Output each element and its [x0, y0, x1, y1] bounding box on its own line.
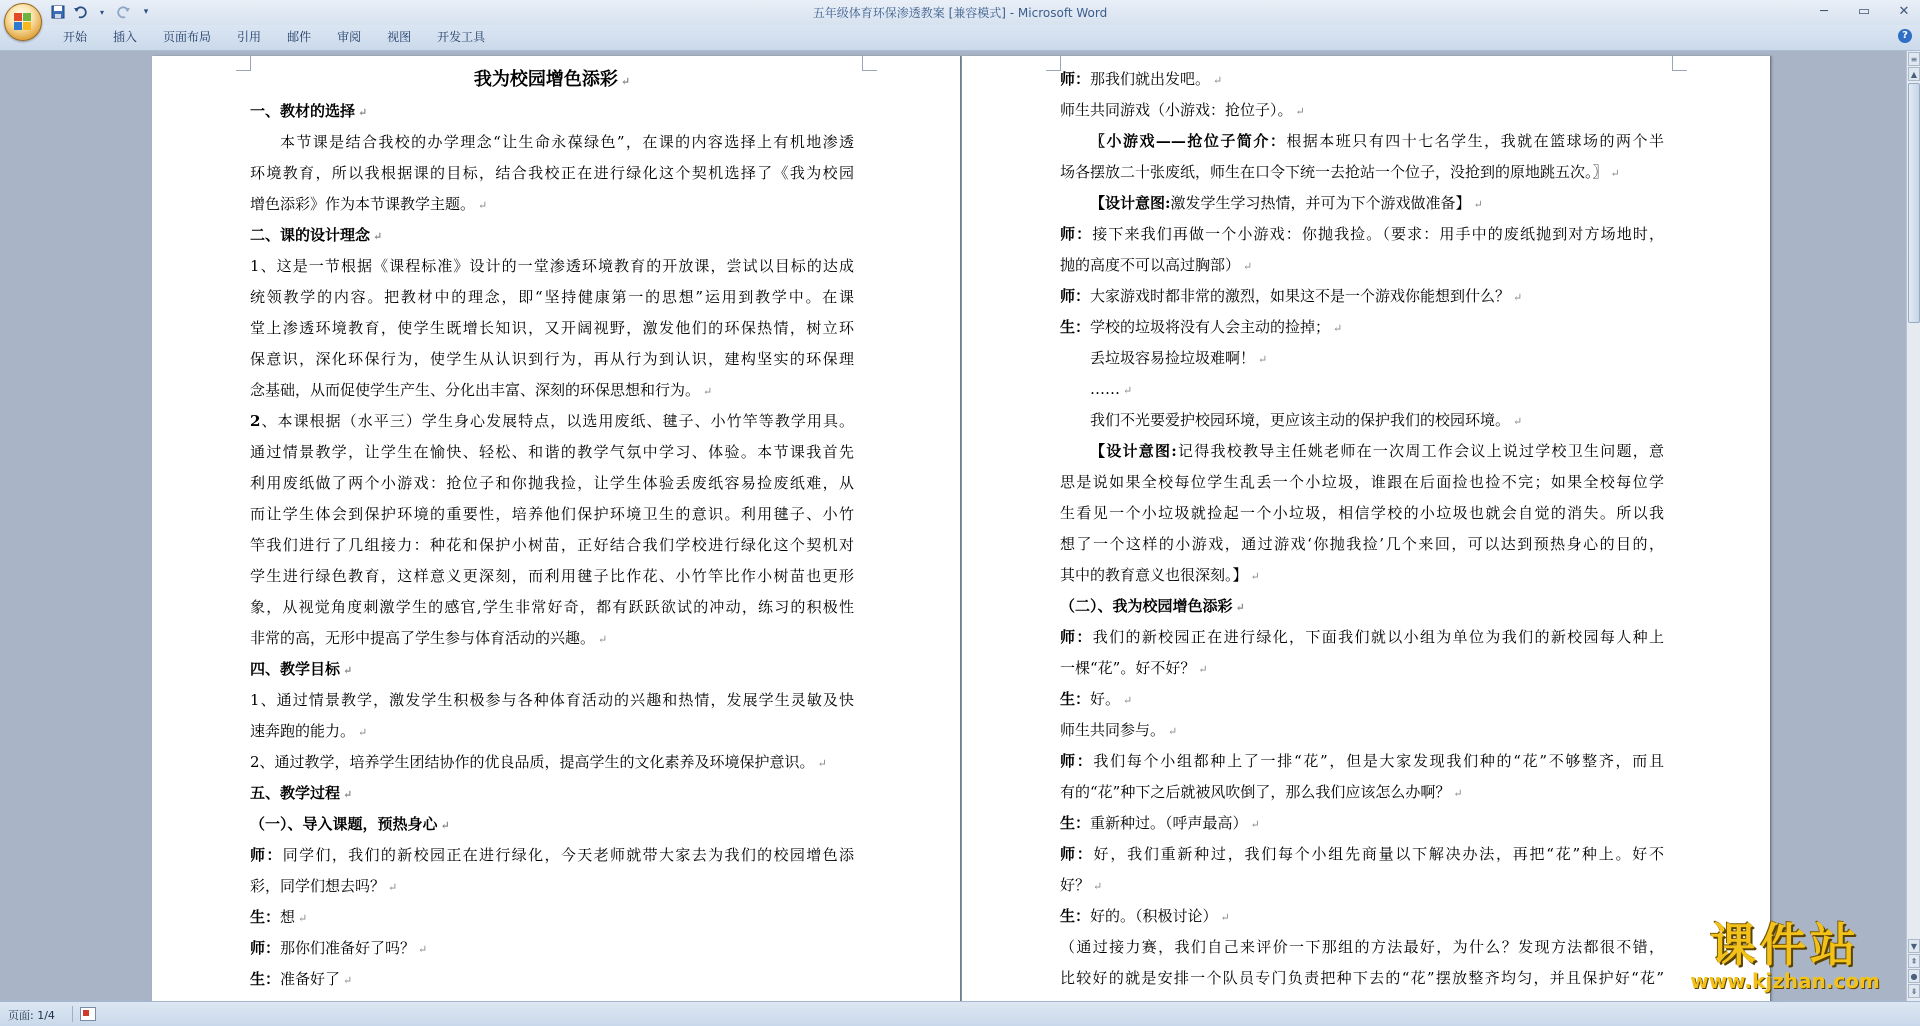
- paragraph-line: 好？ ↵: [1060, 876, 1103, 894]
- paragraph-line: 保意识，深化环保行为，使学生从认识到行为，再从行为到认识，建构坚实的环保理: [250, 350, 854, 368]
- paragraph-line: 师生共同参与。 ↵: [1060, 721, 1178, 739]
- status-divider: [72, 1006, 73, 1022]
- select-browse-object-icon[interactable]: ●: [1908, 969, 1920, 983]
- margin-corner-mark: [1672, 56, 1687, 71]
- dialogue-line: 师：那我们就出发吧。 ↵: [1060, 70, 1223, 88]
- paragraph-line: 1、通过情景教学，激发学生积极参与各种体育活动的兴趣和热情，发展学生灵敏及快: [250, 691, 854, 709]
- restore-button[interactable]: ▭: [1857, 3, 1871, 19]
- paragraph-line: 抛的高度不可以高过胸部） ↵: [1060, 256, 1253, 274]
- paragraph-line: 2、本课根据（水平三）学生身心发展特点，以选用废纸、毽子、小竹竿等教学用具。: [250, 412, 854, 430]
- paragraph-line: 环境教育，所以我根据课的目标，结合我校正在进行绿化这个契机选择了《我为校园: [250, 164, 854, 182]
- tab-page-layout[interactable]: 页面布局: [163, 30, 212, 44]
- paragraph-line: 增色添彩》作为本节课教学主题。 ↵: [250, 195, 488, 213]
- paragraph-line: 生看见一个小垃圾就捡起一个小垃圾，相信学校的小垃圾也就会自觉的消失。所以我: [1060, 504, 1664, 522]
- paragraph-line: 想了一个这样的小游戏，通过游戏‘你抛我捡’几个来回，可以达到预热身心的目的，: [1060, 535, 1664, 553]
- paragraph-line: 其中的教育意义也很深刻。】 ↵: [1060, 566, 1260, 584]
- paragraph-line: 场各摆放二十张废纸，师生在口令下统一去抢站一个位子，没抢到的原地跳五次。〗 ↵: [1060, 163, 1620, 181]
- tab-developer[interactable]: 开发工具: [437, 30, 486, 44]
- subheading: （一）、导入课题，预热身心 ↵: [250, 815, 450, 833]
- heading: 四、教学目标 ↵: [250, 660, 353, 678]
- margin-corner-mark: [236, 56, 251, 71]
- paragraph-line: （通过接力赛，我们自己来评价一下那组的方法最好，为什么？发现方法都很不错，: [1060, 938, 1664, 956]
- paragraph-line: 1、这是一节根据《课程标准》设计的一堂渗透环境教育的开放课，尝试以目标的达成: [250, 257, 854, 275]
- design-intent-line: 【设计意图:激发学生学习热情，并可为下个游戏做准备】 ↵: [1090, 194, 1483, 212]
- ruler-toggle-icon[interactable]: ≡: [1908, 52, 1920, 66]
- paragraph-line: …… ↵: [1090, 380, 1133, 398]
- paragraph-line: 2、通过教学，培养学生团结协作的优良品质，提高学生的文化素养及环境保护意识。 ↵: [250, 753, 827, 771]
- proofing-status-icon[interactable]: [80, 1007, 96, 1021]
- dialogue-line: 师：同学们，我们的新校园正在进行绿化，今天老师就带大家去为我们的校园增色添: [250, 846, 854, 864]
- subheading: （二）、我为校园增色添彩 ↵: [1060, 597, 1245, 615]
- dialogue-line: 师：接下来我们再做一个小游戏：你抛我捡。（要求：用手中的废纸抛到对方场地时，: [1060, 225, 1664, 243]
- status-bar: [0, 1001, 1920, 1026]
- document-title: 我为校园增色添彩 ↵: [473, 69, 631, 90]
- ribbon-tab-bar: [0, 25, 1920, 51]
- window-title: 五年级体育环保渗透教案 [兼容模式] - Microsoft Word: [812, 6, 1108, 20]
- paragraph-line: 有的“花”种下之后就被风吹倒了，那么我们应该怎么办啊？ ↵: [1060, 783, 1463, 801]
- dropdown-icon[interactable]: ▾: [99, 7, 104, 17]
- dialogue-line: 生：学校的垃圾将没有人会主动的捡掉； ↵: [1060, 318, 1343, 336]
- heading: 五、教学过程 ↵: [250, 784, 353, 802]
- paragraph-line: 统领教学的内容。把教材中的理念，即“坚持健康第一的思想”运用到教学中。在课: [250, 288, 854, 306]
- paragraph-line: 师生共同游戏（小游戏：抢位子）。 ↵: [1060, 101, 1305, 119]
- paragraph-line: 速奔跑的能力。 ↵: [250, 722, 368, 740]
- margin-corner-mark: [1046, 56, 1061, 71]
- dialogue-line: 生：准备好了 ↵: [250, 970, 353, 988]
- vertical-scrollbar[interactable]: [1906, 51, 1920, 1001]
- paragraph-line: 通过情景教学，让学生在愉快、轻松、和谐的教学气氛中学习、体验。本节课我首先: [250, 443, 854, 461]
- paragraph-line: 〖小游戏——抢位子简介：根据本班只有四十七名学生，我就在篮球场的两个半: [1090, 132, 1664, 150]
- help-icon[interactable]: ?: [1898, 29, 1912, 43]
- tab-view[interactable]: 视图: [387, 30, 412, 44]
- paragraph-line: 堂上渗透环境教育，使学生既增长知识，又开阔视野，激发他们的环保热情，树立环: [250, 319, 854, 337]
- tab-mailings[interactable]: 邮件: [287, 30, 312, 44]
- scroll-up-icon[interactable]: ▲: [1908, 67, 1920, 81]
- dialogue-line: 师：好，我们重新种过，我们每个小组先商量以下解决办法，再把“花”种上。好不: [1060, 845, 1664, 863]
- watermark-title: 课件站: [1710, 918, 1860, 972]
- paragraph-line: 学生进行绿色教育，这样意义更深刻，而利用毽子比作花、小竹竿比作小树苗也更形: [250, 567, 854, 585]
- paragraph-line: 本节课是结合我校的办学理念“让生命永葆绿色”，在课的内容选择上有机地渗透: [280, 133, 854, 151]
- window-controls: [1812, 2, 1916, 20]
- next-page-icon[interactable]: ⇟: [1908, 984, 1920, 998]
- dialogue-line: 生：好。 ↵: [1060, 690, 1133, 708]
- paragraph-line: 一棵“花”。好不好？ ↵: [1060, 659, 1208, 677]
- scroll-down-icon[interactable]: ▼: [1908, 939, 1920, 953]
- dialogue-line: 师：大家游戏时都非常的激烈，如果这不是一个游戏你能想到什么？ ↵: [1060, 287, 1523, 305]
- page-indicator[interactable]: 页面: 1/4: [8, 1009, 55, 1022]
- design-intent-line: 【设计意图:记得我校教导主任姚老师在一次周工作会议上说过学校卫生问题，意: [1090, 442, 1664, 460]
- watermark-url: www.kjzhan.com: [1690, 969, 1880, 993]
- tab-insert[interactable]: 插入: [113, 30, 138, 44]
- document-page-1[interactable]: [152, 56, 961, 1001]
- document-page-2[interactable]: [962, 56, 1771, 1001]
- office-logo-icon: [14, 13, 32, 31]
- dialogue-line: 生：好的。（积极讨论） ↵: [1060, 907, 1230, 925]
- close-button[interactable]: ✕: [1898, 3, 1910, 19]
- paragraph-line: 念基础，从而促使学生产生、分化出丰富、深刻的环保思想和行为。 ↵: [250, 381, 713, 399]
- paragraph-line: 象，从视觉角度刺激学生的感官,学生非常好奇，都有跃跃欲试的冲动，练习的积极性: [250, 598, 854, 616]
- office-button[interactable]: [4, 3, 42, 41]
- previous-page-icon[interactable]: ⇞: [1908, 954, 1920, 968]
- dialogue-line: 生：想 ↵: [250, 908, 308, 926]
- dialogue-line: 生：重新种过。（呼声最高） ↵: [1060, 814, 1260, 832]
- dialogue-line: 师：我们的新校园正在进行绿化，下面我们就以小组为单位为我们的新校园每人种上: [1060, 628, 1664, 646]
- site-watermark: [1660, 920, 1910, 992]
- page-body: [1060, 64, 1664, 994]
- paragraph-line: 利用废纸做了两个小游戏：抢位子和你抛我捡，让学生体验丢废纸容易捡废纸难，从: [250, 474, 854, 492]
- paragraph-line: 比较好的就是安排一个队员专门负责把种下去的“花”摆放整齐均匀，并且保护好“花”: [1060, 969, 1664, 987]
- paragraph-line: 非常的高，无形中提高了学生参与体育活动的兴趣。 ↵: [250, 629, 608, 647]
- page-body: [250, 64, 854, 995]
- paragraph-line: 竿我们进行了几组接力：种花和保护小树苗，正好结合我们学校进行绿化这个契机对: [250, 536, 854, 554]
- customize-qat-icon[interactable]: ▾: [143, 7, 149, 17]
- scrollbar-thumb[interactable]: [1908, 83, 1920, 323]
- dialogue-line: 彩，同学们想去吗？ ↵: [250, 877, 398, 895]
- heading: 二、课的设计理念 ↵: [250, 226, 383, 244]
- dialogue-line: 师：我们每个小组都种上了一排“花”，但是大家发现我们种的“花”不够整齐，而且: [1060, 752, 1664, 770]
- tab-references[interactable]: 引用: [237, 30, 262, 44]
- minimize-button[interactable]: ─: [1820, 3, 1828, 19]
- document-area[interactable]: [0, 51, 1906, 1001]
- title-bar: [0, 0, 1920, 25]
- tab-review[interactable]: 审阅: [337, 30, 362, 44]
- paragraph-line: 思是说如果全校每位学生乱丢一个小垃圾，谁跟在后面捡也捡不完；如果全校每位学: [1060, 473, 1664, 491]
- paragraph-line: 我们不光要爱护校园环境，更应该主动的保护我们的校园环境。 ↵: [1090, 411, 1523, 429]
- paragraph-line: 丢垃圾容易捡垃圾难啊！ ↵: [1090, 349, 1268, 367]
- tab-home[interactable]: 开始: [63, 30, 88, 44]
- dialogue-line: 师：那你们准备好了吗？ ↵: [250, 939, 428, 957]
- heading: 一、教材的选择 ↵: [250, 102, 368, 120]
- margin-corner-mark: [862, 56, 877, 71]
- paragraph-line: 而让学生体会到保护环境的重要性，培养他们保护环境卫生的意识。利用毽子、小竹: [250, 505, 854, 523]
